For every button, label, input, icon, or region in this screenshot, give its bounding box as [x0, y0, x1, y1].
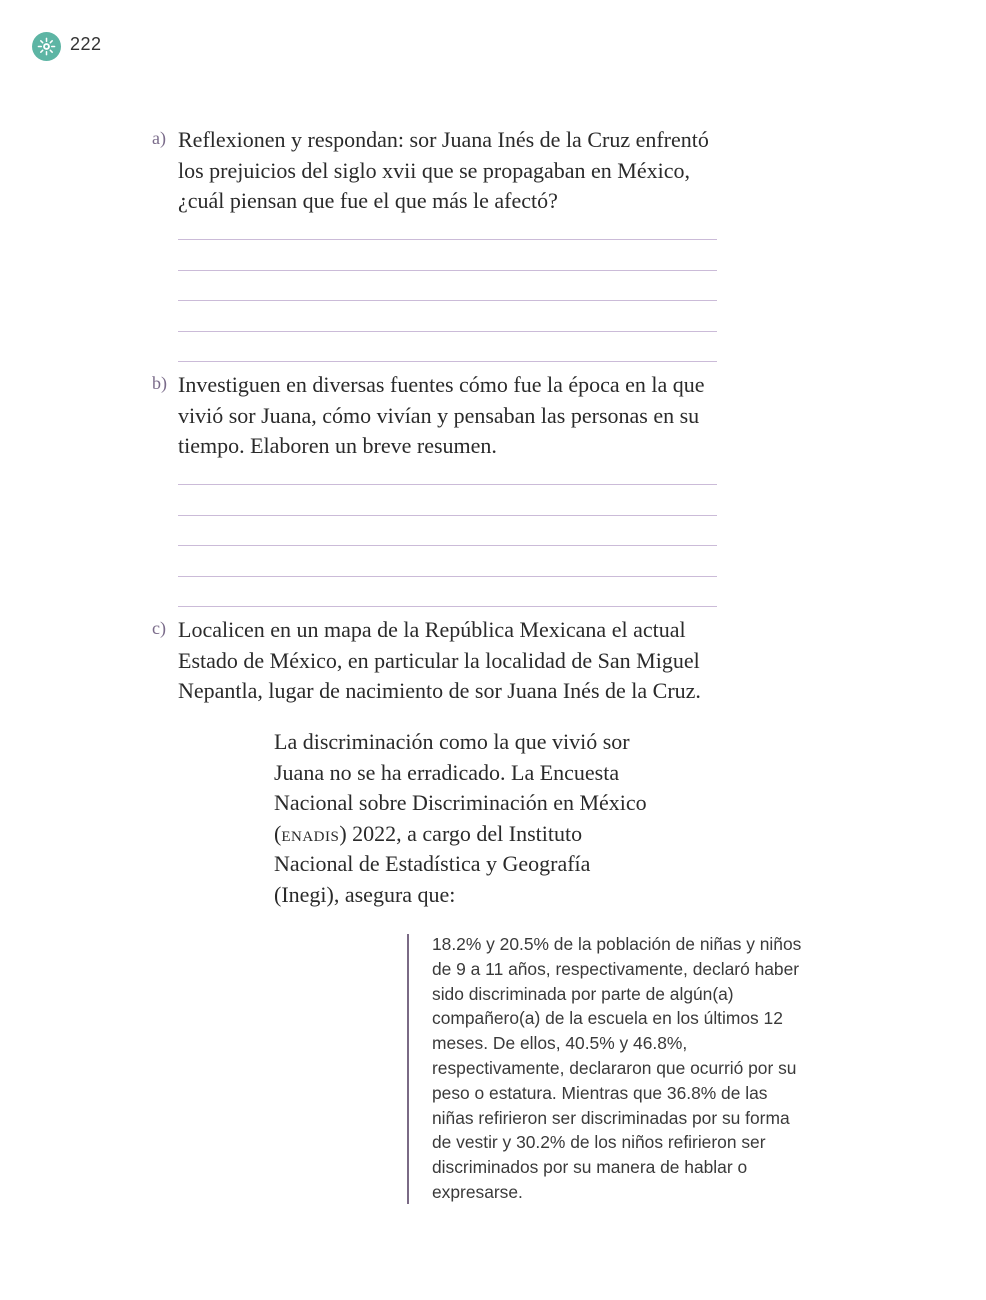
question-text: Investiguen en diversas fuentes cómo fue la época en la que vivió sor Juana, cómo vivían y pensaban las personas en su tiempo. Elaboren un breve resumen.: [178, 372, 705, 458]
question-letter: c): [152, 618, 166, 638]
intro-text-after: ) 2022, a cargo del Instituto Nacional de Estadística y Geografía (Inegi), asegura que:: [274, 820, 591, 907]
page-badge: [32, 32, 61, 61]
quote-bar: [407, 934, 409, 1204]
question-letter: a): [152, 128, 166, 148]
question-letter: b): [152, 373, 167, 393]
answer-line[interactable]: [178, 576, 717, 577]
answer-line[interactable]: [178, 239, 717, 240]
enadis-acronym: enadis: [281, 820, 340, 846]
answer-line[interactable]: [178, 545, 717, 546]
sun-flower-icon: [37, 37, 56, 56]
answer-line[interactable]: [178, 300, 717, 301]
answer-line[interactable]: [178, 606, 717, 607]
answer-line[interactable]: [178, 361, 717, 362]
answer-line[interactable]: [178, 484, 717, 485]
question-text: Reflexionen y respondan: sor Juana Inés de la Cruz enfrentó los prejuicios del siglo xvii que se propagaban en México, ¿cuál piensan que fue el que más le afectó?: [178, 127, 709, 213]
question-text: Localicen en un mapa de la República Mexicana el actual Estado de México, en particular la localidad de San Miguel Nepantla, lugar de nacimiento de sor Juana Inés de la Cruz.: [178, 617, 701, 703]
intro-paragraph: [274, 727, 654, 910]
enadis-quote: 18.2% y 20.5% de la población de niñas y niños de 9 a 11 años, respectivamente, declaró haber sido discriminada por parte de algún(a) compañero(a) de la escuela en los últimos 12 meses. De ellos, 40.5% y 46.8%, respectivamente, declararon que ocurrió por su peso o estatura. Mientras que 36.8% de las niñas refirieron ser discriminadas por su forma de vestir y 30.2% de los niños refirieron ser discriminados por su manera de hablar o expresarse.: [432, 934, 802, 1202]
page-number: 222: [70, 34, 102, 54]
answer-line[interactable]: [178, 270, 717, 271]
answer-line[interactable]: [178, 331, 717, 332]
intro-text-before: La discriminación como la que vivió sor Juana no se ha erradicado. La Encuesta Nacional sobre Discriminación en México (: [274, 729, 647, 846]
answer-line[interactable]: [178, 515, 717, 516]
